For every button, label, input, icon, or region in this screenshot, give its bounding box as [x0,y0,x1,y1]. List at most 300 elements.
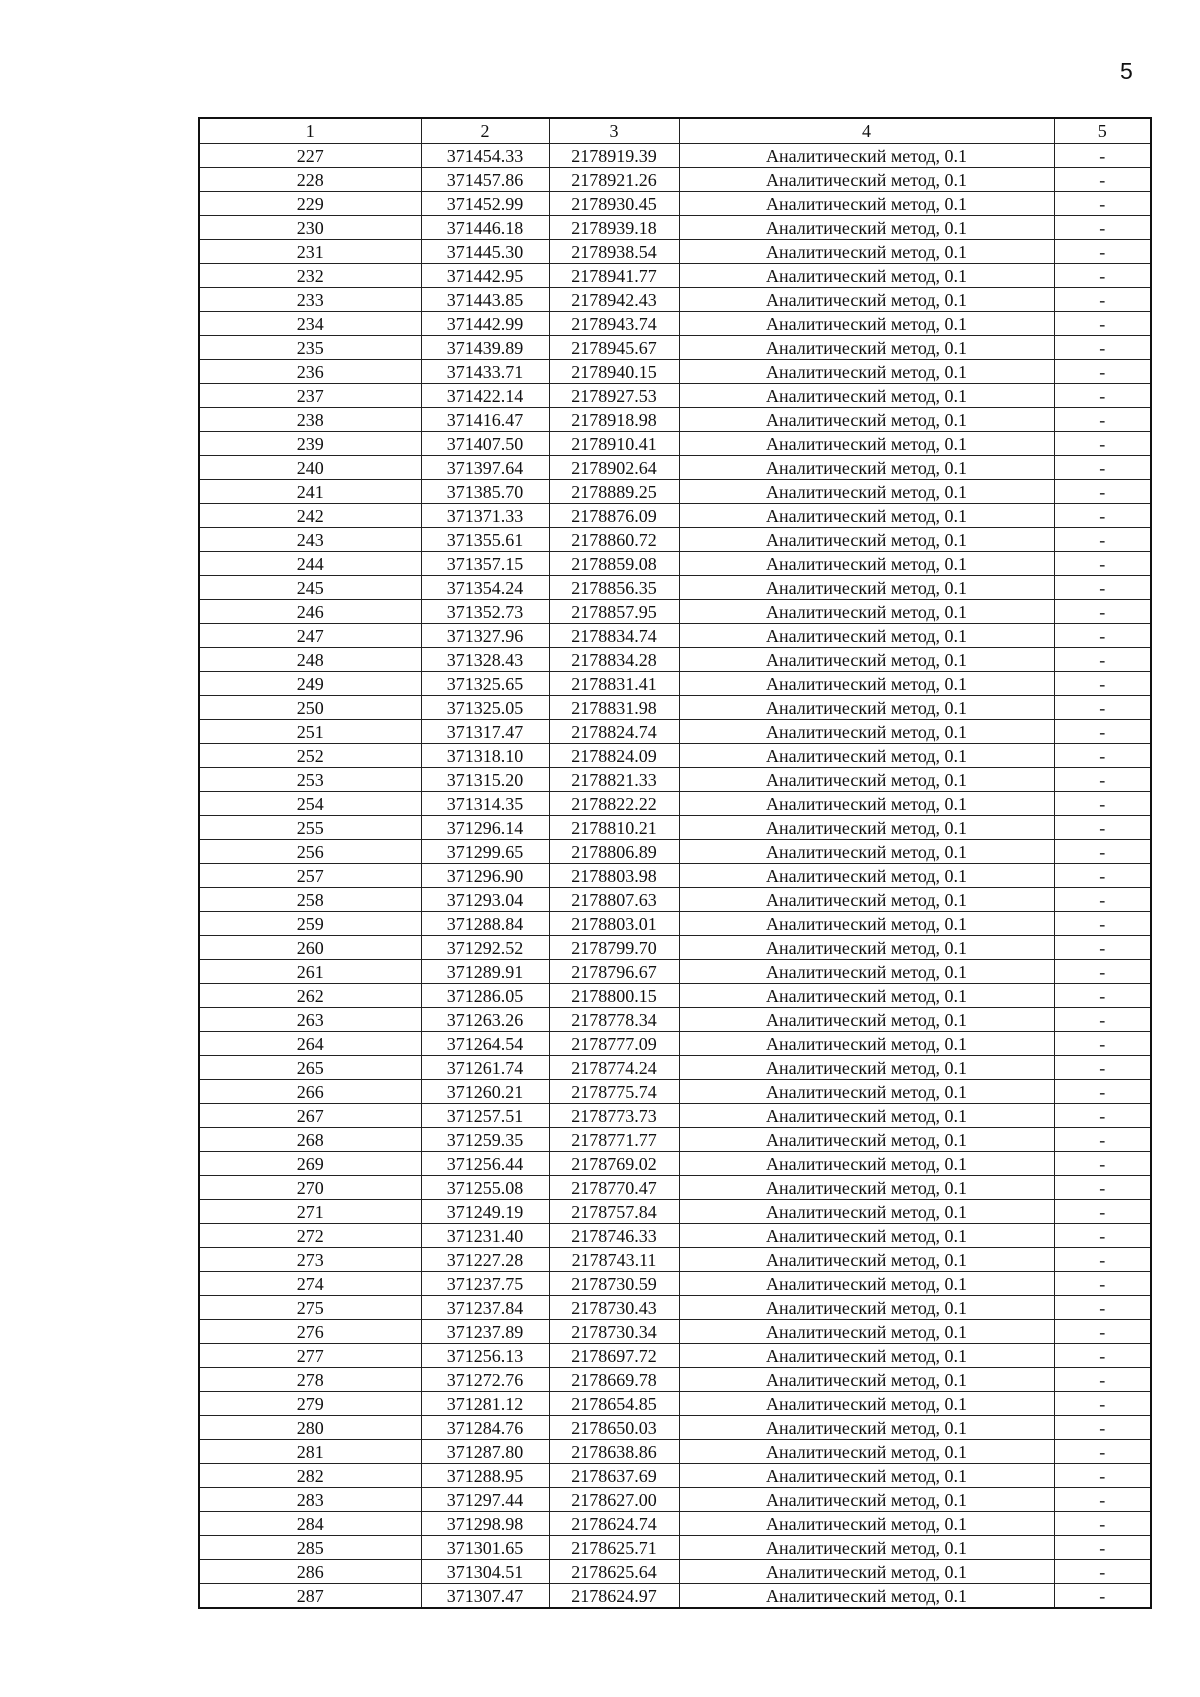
table-cell: 371304.51 [421,1560,549,1584]
table-cell: Аналитический метод, 0.1 [679,816,1054,840]
table-cell: 251 [199,720,421,744]
table-cell: Аналитический метод, 0.1 [679,600,1054,624]
table-cell: - [1054,144,1151,168]
table-row [199,1008,1151,1032]
table-cell: - [1054,1392,1151,1416]
table-cell: 2178856.35 [549,576,679,600]
table-cell: - [1054,360,1151,384]
table-cell: Аналитический метод, 0.1 [679,192,1054,216]
table-cell: Аналитический метод, 0.1 [679,408,1054,432]
table-row [199,720,1151,744]
table-cell: 371443.85 [421,288,549,312]
table-cell: Аналитический метод, 0.1 [679,1560,1054,1584]
table-cell: 2178769.02 [549,1152,679,1176]
table-cell: Аналитический метод, 0.1 [679,1152,1054,1176]
table-row [199,552,1151,576]
table-row [199,408,1151,432]
table-row [199,480,1151,504]
table-row [199,600,1151,624]
table-row [199,216,1151,240]
table-cell: 277 [199,1344,421,1368]
table-cell: Аналитический метод, 0.1 [679,1392,1054,1416]
table-cell: - [1054,1464,1151,1488]
table-cell: - [1054,576,1151,600]
table-cell: 250 [199,696,421,720]
table-cell: 2178777.09 [549,1032,679,1056]
table-row [199,1296,1151,1320]
table-cell: 371288.95 [421,1464,549,1488]
table-cell: 234 [199,312,421,336]
table-cell: Аналитический метод, 0.1 [679,384,1054,408]
table-cell: Аналитический метод, 0.1 [679,1128,1054,1152]
table-cell: - [1054,1080,1151,1104]
table-cell: - [1054,1536,1151,1560]
table-cell: 2178730.43 [549,1296,679,1320]
table-cell: - [1054,1152,1151,1176]
table-cell: 2178746.33 [549,1224,679,1248]
table-cell: 237 [199,384,421,408]
table-cell: - [1054,552,1151,576]
table-cell: 2178939.18 [549,216,679,240]
table-cell: 281 [199,1440,421,1464]
table-cell: Аналитический метод, 0.1 [679,984,1054,1008]
table-cell: Аналитический метод, 0.1 [679,456,1054,480]
table-row [199,240,1151,264]
table-cell: 239 [199,432,421,456]
table-cell: 2178803.98 [549,864,679,888]
table-cell: - [1054,336,1151,360]
table-cell: Аналитический метод, 0.1 [679,744,1054,768]
table-cell: 275 [199,1296,421,1320]
table-cell: 371307.47 [421,1584,549,1609]
table-cell: 227 [199,144,421,168]
table-cell: - [1054,1560,1151,1584]
table-cell: 371317.47 [421,720,549,744]
table-cell: - [1054,744,1151,768]
table-cell: - [1054,1008,1151,1032]
table-cell: 371256.13 [421,1344,549,1368]
table-row [199,960,1151,984]
table-cell: 2178637.69 [549,1464,679,1488]
table-cell: 233 [199,288,421,312]
table-cell: 371445.30 [421,240,549,264]
table-cell: Аналитический метод, 0.1 [679,288,1054,312]
table-cell: 2178806.89 [549,840,679,864]
table-row [199,816,1151,840]
table-cell: - [1054,1272,1151,1296]
table-cell: - [1054,1176,1151,1200]
table-cell: 253 [199,768,421,792]
table-row [199,696,1151,720]
table-cell: Аналитический метод, 0.1 [679,168,1054,192]
table-row [199,264,1151,288]
table-cell: 2178730.34 [549,1320,679,1344]
table-cell: 268 [199,1128,421,1152]
table-cell: - [1054,216,1151,240]
table-cell: Аналитический метод, 0.1 [679,1032,1054,1056]
table-cell: 2178624.97 [549,1584,679,1609]
table-row [199,864,1151,888]
table-cell: Аналитический метод, 0.1 [679,1512,1054,1536]
table-cell: 371289.91 [421,960,549,984]
table-cell: - [1054,912,1151,936]
table-cell: - [1054,480,1151,504]
table-cell: 230 [199,216,421,240]
table-cell: 2178654.85 [549,1392,679,1416]
table-cell: Аналитический метод, 0.1 [679,1224,1054,1248]
table-cell: - [1054,1416,1151,1440]
table-row [199,456,1151,480]
table-cell: Аналитический метод, 0.1 [679,720,1054,744]
table-cell: 269 [199,1152,421,1176]
table-cell: Аналитический метод, 0.1 [679,648,1054,672]
table-cell: Аналитический метод, 0.1 [679,912,1054,936]
table-cell: 2178876.09 [549,504,679,528]
column-header: 2 [421,118,549,144]
table-cell: - [1054,984,1151,1008]
table-cell: 2178938.54 [549,240,679,264]
table-cell: - [1054,312,1151,336]
table-cell: 371328.43 [421,648,549,672]
table-cell: Аналитический метод, 0.1 [679,240,1054,264]
table-cell: Аналитический метод, 0.1 [679,576,1054,600]
table-cell: 371315.20 [421,768,549,792]
table-cell: - [1054,1248,1151,1272]
table-cell: 371263.26 [421,1008,549,1032]
table-cell: 264 [199,1032,421,1056]
table-cell: 2178650.03 [549,1416,679,1440]
table-cell: 270 [199,1176,421,1200]
table-cell: - [1054,432,1151,456]
table-row [199,648,1151,672]
table-cell: Аналитический метод, 0.1 [679,840,1054,864]
table-cell: 2178803.01 [549,912,679,936]
table-cell: 371371.33 [421,504,549,528]
table-cell: 371287.80 [421,1440,549,1464]
table-cell: Аналитический метод, 0.1 [679,1248,1054,1272]
table-cell: 2178902.64 [549,456,679,480]
table-cell: - [1054,288,1151,312]
table-cell: 2178730.59 [549,1272,679,1296]
table-cell: Аналитический метод, 0.1 [679,960,1054,984]
table-cell: Аналитический метод, 0.1 [679,1584,1054,1609]
table-row [199,336,1151,360]
table-cell: 2178824.09 [549,744,679,768]
table-cell: Аналитический метод, 0.1 [679,768,1054,792]
table-cell: 2178810.21 [549,816,679,840]
table-row [199,1584,1151,1609]
table-cell: 371297.44 [421,1488,549,1512]
table-cell: 371298.98 [421,1512,549,1536]
table-cell: 371357.15 [421,552,549,576]
table-cell: - [1054,168,1151,192]
table-cell: - [1054,1128,1151,1152]
table-cell: 371249.19 [421,1200,549,1224]
table-cell: 371314.35 [421,792,549,816]
table-cell: 371288.84 [421,912,549,936]
table-row [199,528,1151,552]
table-row [199,1152,1151,1176]
table-cell: 274 [199,1272,421,1296]
table-cell: 2178773.73 [549,1104,679,1128]
table-cell: Аналитический метод, 0.1 [679,1440,1054,1464]
table-cell: 283 [199,1488,421,1512]
table-cell: - [1054,600,1151,624]
table-cell: - [1054,1056,1151,1080]
table-row [199,1080,1151,1104]
table-cell: 371259.35 [421,1128,549,1152]
table-cell: 371446.18 [421,216,549,240]
column-header: 1 [199,118,421,144]
table-cell: 371439.89 [421,336,549,360]
table-row [199,1560,1151,1584]
table-cell: 249 [199,672,421,696]
table-cell: Аналитический метод, 0.1 [679,528,1054,552]
table-cell: 2178771.77 [549,1128,679,1152]
table-cell: 273 [199,1248,421,1272]
table-row [199,1176,1151,1200]
table-row [199,1488,1151,1512]
table-cell: 229 [199,192,421,216]
table-cell: 2178834.28 [549,648,679,672]
table-cell: 240 [199,456,421,480]
table-cell: 278 [199,1368,421,1392]
table-cell: 2178930.45 [549,192,679,216]
table-cell: Аналитический метод, 0.1 [679,1536,1054,1560]
table-row [199,1440,1151,1464]
table-cell: 2178889.25 [549,480,679,504]
table-cell: - [1054,840,1151,864]
table-cell: 2178799.70 [549,936,679,960]
table-cell: Аналитический метод, 0.1 [679,696,1054,720]
table-row [199,1344,1151,1368]
table-row [199,624,1151,648]
table-cell: - [1054,768,1151,792]
table-cell: Аналитический метод, 0.1 [679,264,1054,288]
table-row [199,1392,1151,1416]
table-cell: 371407.50 [421,432,549,456]
table-cell: 280 [199,1416,421,1440]
table-cell: 371299.65 [421,840,549,864]
table-cell: Аналитический метод, 0.1 [679,1488,1054,1512]
table-cell: 242 [199,504,421,528]
table-cell: 2178942.43 [549,288,679,312]
table-cell: 2178919.39 [549,144,679,168]
table-cell: - [1054,648,1151,672]
table-cell: 236 [199,360,421,384]
table-cell: - [1054,1320,1151,1344]
table-cell: 245 [199,576,421,600]
table-cell: 371385.70 [421,480,549,504]
table-cell: 2178807.63 [549,888,679,912]
table-cell: 371281.12 [421,1392,549,1416]
table-cell: 271 [199,1200,421,1224]
table-cell: Аналитический метод, 0.1 [679,336,1054,360]
table-cell: Аналитический метод, 0.1 [679,1320,1054,1344]
table-cell: 276 [199,1320,421,1344]
table-cell: Аналитический метод, 0.1 [679,432,1054,456]
table-row [199,1032,1151,1056]
table-cell: 371256.44 [421,1152,549,1176]
table-cell: 258 [199,888,421,912]
table-row [199,1320,1151,1344]
table-cell: 256 [199,840,421,864]
table-cell: Аналитический метод, 0.1 [679,936,1054,960]
table-cell: 255 [199,816,421,840]
table-cell: - [1054,240,1151,264]
table-row [199,1248,1151,1272]
table-cell: - [1054,504,1151,528]
table-row [199,984,1151,1008]
table-cell: 371237.89 [421,1320,549,1344]
table-cell: Аналитический метод, 0.1 [679,360,1054,384]
table-cell: 2178940.15 [549,360,679,384]
table-cell: 279 [199,1392,421,1416]
table-row [199,744,1151,768]
table-row [199,888,1151,912]
table-cell: - [1054,1104,1151,1128]
table-cell: 371301.65 [421,1536,549,1560]
table-cell: 371325.05 [421,696,549,720]
table-row [199,792,1151,816]
table-cell: Аналитический метод, 0.1 [679,1464,1054,1488]
table-row [199,1200,1151,1224]
table-row [199,1536,1151,1560]
table-cell: Аналитический метод, 0.1 [679,1416,1054,1440]
table-row [199,1368,1151,1392]
table-cell: - [1054,888,1151,912]
table-cell: 244 [199,552,421,576]
table-cell: - [1054,1344,1151,1368]
table-cell: 371296.14 [421,816,549,840]
table-header-row [199,118,1151,144]
table-cell: - [1054,960,1151,984]
table-cell: 371354.24 [421,576,549,600]
table-cell: - [1054,192,1151,216]
table-cell: 267 [199,1104,421,1128]
table-cell: 282 [199,1464,421,1488]
table-cell: Аналитический метод, 0.1 [679,792,1054,816]
table-cell: 2178778.34 [549,1008,679,1032]
table-cell: 259 [199,912,421,936]
table-cell: 371296.90 [421,864,549,888]
table-cell: - [1054,384,1151,408]
table-cell: 247 [199,624,421,648]
table-cell: Аналитический метод, 0.1 [679,216,1054,240]
table-cell: - [1054,1368,1151,1392]
table-cell: 228 [199,168,421,192]
table-row [199,504,1151,528]
table-cell: 263 [199,1008,421,1032]
table-cell: 371318.10 [421,744,549,768]
table-cell: Аналитический метод, 0.1 [679,1080,1054,1104]
table-cell: - [1054,1296,1151,1320]
table-row [199,312,1151,336]
table-cell: 2178831.41 [549,672,679,696]
table-cell: 371397.64 [421,456,549,480]
table-cell: 2178822.22 [549,792,679,816]
table-row [199,1464,1151,1488]
table-cell: - [1054,720,1151,744]
table-cell: 2178774.24 [549,1056,679,1080]
table-cell: 235 [199,336,421,360]
table-cell: 2178824.74 [549,720,679,744]
table-cell: 371227.28 [421,1248,549,1272]
table-row [199,936,1151,960]
table-cell: 371422.14 [421,384,549,408]
table-cell: 252 [199,744,421,768]
table-cell: 371442.95 [421,264,549,288]
table-cell: - [1054,816,1151,840]
table-cell: 371231.40 [421,1224,549,1248]
table-cell: Аналитический метод, 0.1 [679,144,1054,168]
table-cell: Аналитический метод, 0.1 [679,1344,1054,1368]
table-cell: 272 [199,1224,421,1248]
table-cell: Аналитический метод, 0.1 [679,1176,1054,1200]
table-cell: Аналитический метод, 0.1 [679,1296,1054,1320]
table-cell: 2178834.74 [549,624,679,648]
table-cell: 371293.04 [421,888,549,912]
table-cell: 246 [199,600,421,624]
table-cell: - [1054,456,1151,480]
table-cell: 371457.86 [421,168,549,192]
table-cell: 238 [199,408,421,432]
table-cell: 260 [199,936,421,960]
table-cell: 2178918.98 [549,408,679,432]
table-cell: 371284.76 [421,1416,549,1440]
page-number: 5 [1120,58,1133,84]
table-cell: 2178857.95 [549,600,679,624]
table-row [199,1416,1151,1440]
table-row [199,192,1151,216]
table-cell: - [1054,1032,1151,1056]
table-row [199,144,1151,168]
table-row [199,1104,1151,1128]
table-cell: 2178800.15 [549,984,679,1008]
column-header: 3 [549,118,679,144]
table-cell: 371261.74 [421,1056,549,1080]
table-cell: 371433.71 [421,360,549,384]
table-cell: 371260.21 [421,1080,549,1104]
table-cell: 371442.99 [421,312,549,336]
table-cell: - [1054,936,1151,960]
table-cell: 371292.52 [421,936,549,960]
table-cell: 231 [199,240,421,264]
table-row [199,360,1151,384]
table-cell: 371452.99 [421,192,549,216]
table-cell: 2178941.77 [549,264,679,288]
coordinates-table [198,117,1152,1609]
table-cell: 2178743.11 [549,1248,679,1272]
table-cell: 371237.75 [421,1272,549,1296]
table-cell: 2178831.98 [549,696,679,720]
table-body [199,144,1151,1609]
table-cell: - [1054,528,1151,552]
table-cell: - [1054,672,1151,696]
table-row [199,432,1151,456]
table-cell: 265 [199,1056,421,1080]
table-row [199,672,1151,696]
table-cell: 2178910.41 [549,432,679,456]
table-row [199,1056,1151,1080]
table-cell: - [1054,696,1151,720]
table-cell: Аналитический метод, 0.1 [679,1104,1054,1128]
table-cell: - [1054,264,1151,288]
table-cell: 371352.73 [421,600,549,624]
table-cell: Аналитический метод, 0.1 [679,1200,1054,1224]
table-row [199,1128,1151,1152]
table-cell: 254 [199,792,421,816]
